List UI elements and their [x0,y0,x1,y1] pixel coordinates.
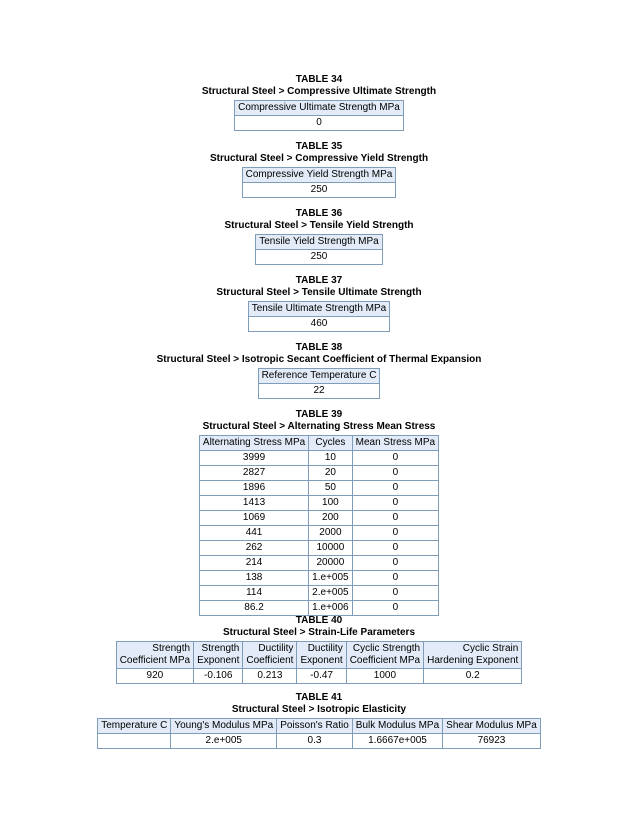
column-header [424,642,522,669]
column-header-line: Exponent [300,655,343,666]
column-header: Shear Modulus MPa [443,719,541,734]
table-38-block [0,342,638,399]
table-cell: 20000 [309,556,352,571]
column-header-line: Strength [201,643,240,654]
table-title: Structural Steel > Tensile Ultimate Strength [216,287,422,298]
column-header-line: Coefficient MPa [119,655,191,666]
column-header-line: Strength [152,643,191,654]
table-36 [255,234,383,265]
table-cell: -0.106 [194,669,243,684]
column-header [346,642,423,669]
table-cell: 0 [352,481,438,496]
table-title: Structural Steel > Alternating Stress Mean Stress [202,421,436,432]
table-number: TABLE 39 [295,409,343,420]
table-row [199,556,438,571]
column-header-line: Coefficient MPa [349,655,421,666]
table-cell: 3999 [199,451,308,466]
table-row [199,571,438,586]
table-cell: 1000 [346,669,423,684]
table-cell: 22 [258,384,380,399]
table-row [199,451,438,466]
table-cell: 0 [352,571,438,586]
table-cell: 0 [352,496,438,511]
table-39 [199,435,439,616]
table-row [116,669,522,684]
table-cell: 2827 [199,466,308,481]
table-41-header-row [98,719,541,734]
table-row [98,734,541,749]
table-cell: 2.e+005 [171,734,277,749]
table-41 [97,718,541,749]
table-39-block [0,409,638,616]
table-cell: 86.2 [199,601,308,616]
table-cell: 250 [242,183,396,198]
table-cell: 1069 [199,511,308,526]
table-cell: 0.3 [277,734,353,749]
table-37 [248,301,391,332]
column-header: Compressive Ultimate Strength MPa [235,101,404,116]
table-cell: 920 [116,669,193,684]
table-cell [98,734,171,749]
table-cell: 76923 [443,734,541,749]
table-cell: 1.6667e+005 [352,734,442,749]
table-cell: 1413 [199,496,308,511]
table-cell: 114 [199,586,308,601]
table-cell: 100 [309,496,352,511]
column-header: Alternating Stress MPa [199,436,308,451]
table-cell: 0 [352,601,438,616]
table-cell: 0.2 [424,669,522,684]
table-cell: 0 [352,526,438,541]
table-cell: 214 [199,556,308,571]
table-cell: 1896 [199,481,308,496]
table-row [199,526,438,541]
table-number: TABLE 35 [295,141,343,152]
table-cell: 2000 [309,526,352,541]
table-number: TABLE 41 [295,692,343,703]
table-number: TABLE 38 [295,342,343,353]
column-header: Tensile Yield Strength MPa [256,235,383,250]
table-34 [234,100,404,131]
table-40 [116,641,523,684]
table-41-block [0,692,638,749]
table-title: Structural Steel > Compressive Ultimate Strength [201,86,437,97]
column-header-line: Cyclic Strain [462,643,519,654]
table-cell: -0.47 [297,669,346,684]
table-cell: 441 [199,526,308,541]
table-number: TABLE 40 [295,615,343,626]
table-34-block [0,74,638,131]
column-header: Reference Temperature C [258,369,380,384]
table-row [199,481,438,496]
column-header-line: Hardening Exponent [427,655,519,666]
column-header: Poisson's Ratio [277,719,353,734]
column-header: Bulk Modulus MPa [352,719,442,734]
table-number: TABLE 37 [295,275,343,286]
table-38 [258,368,381,399]
column-header-line: Ductility [258,643,294,654]
table-cell: 138 [199,571,308,586]
column-header [194,642,243,669]
table-cell: 0 [352,511,438,526]
table-title: Structural Steel > Compressive Yield Strength [209,153,429,164]
table-row [199,586,438,601]
column-header [116,642,193,669]
table-title: Structural Steel > Strain-Life Parameters [222,627,416,638]
table-cell: 0 [352,451,438,466]
table-row [199,541,438,556]
table-number: TABLE 36 [295,208,343,219]
column-header-line: Ductility [307,643,343,654]
table-cell: 10 [309,451,352,466]
table-number: TABLE 34 [295,74,343,85]
column-header: Compressive Yield Strength MPa [242,168,396,183]
table-row [199,511,438,526]
table-cell: 0 [352,556,438,571]
table-40-body [116,669,522,684]
table-row [199,496,438,511]
column-header-line: Exponent [197,655,240,666]
table-title: Structural Steel > Isotropic Elasticity [231,704,407,715]
table-cell: 200 [309,511,352,526]
table-cell: 1.e+006 [309,601,352,616]
table-40-block [0,615,638,684]
table-title: Structural Steel > Tensile Yield Strength [224,220,414,231]
table-cell: 0 [235,116,404,131]
column-header-line: Coefficient [246,655,294,666]
table-cell: 250 [256,250,383,265]
table-36-block [0,208,638,265]
table-40-header-row [116,642,522,669]
table-cell: 262 [199,541,308,556]
column-header: Cycles [309,436,352,451]
column-header [297,642,346,669]
table-cell: 10000 [309,541,352,556]
table-cell: 50 [309,481,352,496]
column-header: Tensile Ultimate Strength MPa [248,302,390,317]
column-header: Mean Stress MPa [352,436,438,451]
column-header: Young's Modulus MPa [171,719,277,734]
table-cell: 2.e+005 [309,586,352,601]
table-cell: 0 [352,586,438,601]
table-37-block [0,275,638,332]
table-cell: 0 [352,466,438,481]
table-cell: 0 [352,541,438,556]
table-cell: 460 [248,317,390,332]
table-cell: 0.213 [243,669,297,684]
table-title: Structural Steel > Isotropic Secant Coefficient of Thermal Expansion [156,354,482,365]
table-cell: 20 [309,466,352,481]
table-39-body [199,451,438,616]
table-row [199,466,438,481]
table-row [199,601,438,616]
table-41-body [98,734,541,749]
column-header: Temperature C [98,719,171,734]
column-header [243,642,297,669]
table-35 [242,167,397,198]
column-header-line: Cyclic Strength [352,643,421,654]
table-35-block [0,141,638,198]
table-cell: 1.e+005 [309,571,352,586]
